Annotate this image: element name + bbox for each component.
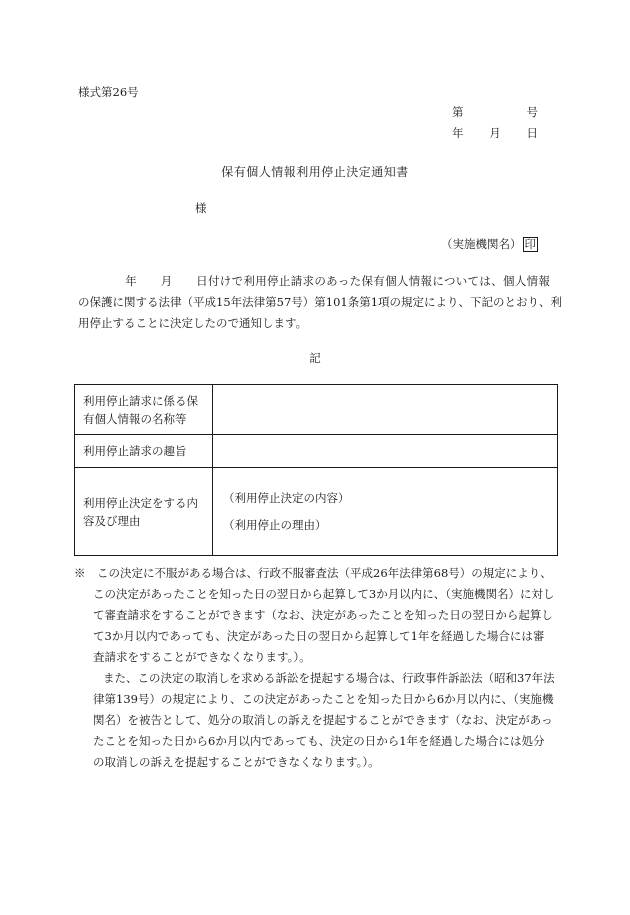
label-line: 有個人情報の名称等 [83, 411, 187, 426]
table-row [75, 435, 558, 468]
date-month: 月 [489, 126, 501, 140]
note-line: て3か月以内であっても、決定があった日の翌日から起算して1年を経過した場合には審 [93, 629, 545, 643]
row-label-decision-reason [75, 468, 213, 556]
seal-mark: 印 [524, 237, 536, 251]
document-date-row [452, 125, 538, 141]
form-number: 様式第26号 [78, 85, 139, 99]
note-line: の取消しの訴えを提起することができなくなります。）。 [93, 755, 380, 769]
document-title: 保有個人情報利用停止決定通知書 [221, 165, 409, 179]
label-line: 利用停止請求に係る保 [83, 393, 198, 408]
label-line: 利用停止決定をする内 [83, 495, 198, 510]
body-line: 用停止することに決定したので通知します。 [78, 316, 308, 330]
decision-details-table [74, 384, 558, 556]
table-row [75, 385, 558, 435]
note-line: また、この決定の取消しを求める訴訟を提起する場合は、行政事件訴訟法（昭和37年法 [103, 671, 555, 685]
note-line: 査請求をすることができなくなります。）。 [93, 650, 311, 664]
date-year: 年 [452, 126, 464, 140]
recipient-honorific: 様 [195, 201, 207, 215]
date-day: 日 [526, 126, 538, 140]
note-line: この決定があったことを知った日の翌日から起算して3か月以内に、（実施機関名）に対し [93, 587, 555, 601]
label-line: 容及び理由 [83, 513, 141, 528]
decision-content-label: （利用停止決定の内容） [223, 490, 350, 505]
note-line: 律第139号）の規定により、この決定があったことを知った日から6か月以内に、（実施機 [93, 692, 554, 706]
number-suffix: 号 [526, 105, 538, 119]
table-row [75, 468, 558, 556]
note-line: 関名）を被告として、処分の取消しの訴えを提起することができます（なお、決定があっ [93, 713, 553, 727]
document-number-row [452, 104, 538, 120]
issuer-line [441, 236, 538, 252]
number-prefix: 第 [452, 105, 464, 119]
row-value-decision-reason [213, 468, 558, 556]
row-label-request-purpose: 利用停止請求の趣旨 [75, 435, 213, 468]
note-line: たことを知った日から6か月以内であっても、決定の日から1年を経過した場合には処分 [93, 734, 545, 748]
row-label-target-info [75, 385, 213, 435]
row-value-target-info [213, 385, 558, 435]
body-line: 年 月 日付けで利用停止請求のあった保有個人情報については、個人情報 [78, 274, 550, 288]
issuer-label: （実施機関名） [441, 237, 522, 251]
row-value-request-purpose [213, 435, 558, 468]
decision-reason-label: （利用停止の理由） [223, 517, 327, 532]
notice-body [78, 271, 563, 334]
note-line: て審査請求をすることができます（なお、決定があったことを知った日の翌日から起算し [93, 608, 553, 622]
body-line: の保護に関する法律（平成15年法律第57号）第101条第1項の規定により、下記のとおり、利 [78, 295, 563, 309]
ki-heading: 記 [309, 351, 321, 365]
appeal-notes [74, 563, 558, 773]
note-line: ※ この決定に不服がある場合は、行政不服審査法（平成26年法律第68号）の規定により、 [74, 566, 552, 580]
